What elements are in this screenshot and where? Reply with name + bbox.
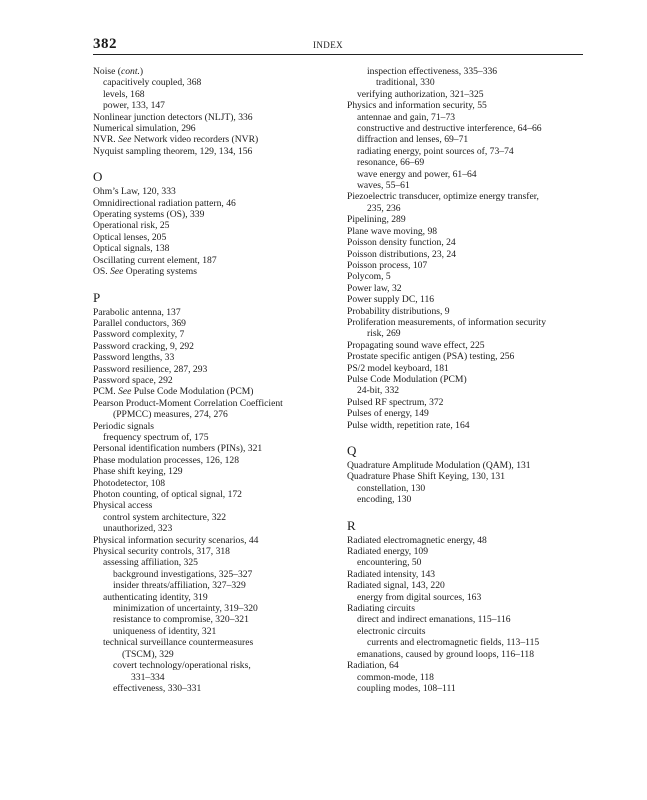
index-subentry: (TSCM), 329	[122, 648, 174, 660]
index-subentry: energy from digital sources, 163	[357, 591, 482, 603]
index-entry: Optical signals, 138	[93, 243, 170, 255]
index-entry: Optical lenses, 205	[93, 231, 167, 243]
index-subentry: insider threats/affiliation, 327–329	[113, 580, 246, 592]
index-entry: Pulses of energy, 149	[347, 408, 429, 420]
entry-text: PCM.	[93, 386, 119, 398]
index-entry: Radiating circuits	[347, 603, 415, 615]
index-subentry: covert technology/operational risks,	[113, 660, 251, 672]
index-entry: Pulse width, repetition rate, 164	[347, 419, 470, 431]
running-head: INDEX	[313, 40, 343, 50]
index-entry: Physics and information security, 55	[347, 100, 487, 112]
index-subentry: minimization of uncertainty, 319–320	[113, 603, 258, 615]
index-subentry: technical surveillance countermeasures	[103, 637, 254, 649]
index-entry: Phase shift keying, 129	[93, 466, 183, 478]
index-subentry: constructive and destructive interference, 64–66	[357, 123, 542, 135]
page-number: 382	[93, 36, 117, 52]
index-subentry: (PPMCC) measures, 274, 276	[113, 409, 228, 421]
index-entry: Personal identification numbers (PINs), 321	[93, 443, 263, 455]
index-entry: Plane wave moving, 98	[347, 225, 438, 237]
index-subentry: encountering, 50	[357, 557, 422, 569]
section-letter: R	[347, 517, 356, 533]
index-entry: Photon counting, of optical signal, 172	[93, 489, 242, 500]
index-entry: Proliferation measurements, of information security	[347, 316, 547, 328]
index-subentry: direct and indirect emanations, 115–116	[357, 614, 511, 626]
index-entry: Pipelining, 289	[347, 214, 406, 226]
index-subentry: radiating energy, point sources of, 73–74	[357, 145, 514, 157]
index-subentry: emanations, caused by ground loops, 116–118	[357, 648, 535, 660]
index-subentry: waves, 55–61	[357, 180, 410, 192]
index-subentry: levels, 168	[103, 88, 145, 100]
index-subentry: diffraction and lenses, 69–71	[357, 134, 469, 146]
index-entry: Operational risk, 25	[93, 220, 170, 232]
index-entry: Phase modulation processes, 126, 128	[93, 454, 240, 466]
index-entry: Nyquist sampling theorem, 129, 134, 156	[93, 145, 253, 157]
index-column-left	[93, 66, 333, 694]
index-subentry: wave energy and power, 61–64	[357, 168, 477, 180]
index-entry: Password resilience, 287, 293	[93, 363, 208, 375]
index-subentry: capacitively coupled, 368	[103, 77, 202, 89]
index-column-right	[347, 66, 592, 694]
index-entry: Password lengths, 33	[93, 352, 175, 364]
entry-italic: See	[118, 134, 132, 146]
index-entry: Radiated electromagnetic energy, 48	[347, 534, 487, 546]
index-subentry: background investigations, 325–327	[113, 568, 253, 580]
index-entry: Quadrature Phase Shift Keying, 130, 131	[347, 471, 506, 483]
entry-text: Noise (	[93, 66, 121, 77]
index-entry: Quadrature Amplitude Modulation (QAM), 131	[347, 460, 531, 471]
index-entry: Password complexity, 7	[93, 329, 185, 341]
entry-text: NVR.	[93, 134, 119, 146]
index-subentry: constellation, 130	[357, 482, 426, 494]
index-entry: Radiation, 64	[347, 660, 399, 672]
index-entry	[93, 266, 333, 277]
index-subentry: electronic circuits	[357, 625, 426, 637]
entry-italic: See	[110, 266, 124, 278]
index-entry: Physical access	[93, 500, 153, 512]
entry-text-after: Pulse Code Modulation (PCM)	[131, 386, 254, 398]
entry-italic: cont.	[120, 66, 140, 77]
index-subentry: encoding, 130	[357, 494, 412, 506]
index-entry: Photodetector, 108	[93, 477, 166, 489]
index-entry: Password cracking, 9, 292	[93, 340, 194, 352]
index-entry: Operating systems (OS), 339	[93, 209, 205, 221]
index-entry: Oscillating current element, 187	[93, 254, 217, 266]
index-subentry: 331–334	[131, 671, 165, 683]
index-entry: Nonlinear junction detectors (NLJT), 336	[93, 111, 253, 123]
index-entry: Parabolic antenna, 137	[93, 306, 181, 318]
entry-text-after: Network video recorders (NVR)	[131, 134, 259, 146]
index-entry: PS/2 model keyboard, 181	[347, 362, 449, 374]
index-subentry: currents and electromagnetic fields, 113–115	[367, 637, 540, 649]
index-entry: Ohm’s Law, 120, 333	[93, 186, 176, 198]
index-entry: Physical security controls, 317, 318	[93, 546, 230, 558]
index-subentry: control system architecture, 322	[103, 511, 227, 523]
index-subentry: resistance to compromise, 320–321	[113, 614, 249, 626]
index-subentry: inspection effectiveness, 335–336	[367, 66, 498, 77]
index-entry: Poisson process, 107	[347, 259, 428, 271]
index-entry: Polycom, 5	[347, 271, 391, 283]
index-subentry: uniqueness of identity, 321	[113, 625, 217, 637]
index-subentry: verifying authorization, 321–325	[357, 88, 484, 100]
index-subentry: resonance, 66–69	[357, 157, 425, 169]
index-entry: Propagating sound wave effect, 225	[347, 339, 485, 351]
index-entry: Omnidirectional radiation pattern, 46	[93, 197, 236, 209]
index-subentry: authenticating identity, 319	[103, 591, 208, 603]
index-entry: Pulsed RF spectrum, 372	[347, 396, 444, 408]
index-entry: Prostate specific antigen (PSA) testing, 256	[347, 351, 515, 363]
index-entry: Probability distributions, 9	[347, 305, 450, 317]
entry-text-after: Operating systems	[123, 266, 197, 278]
index-subentry: unauthorized, 323	[103, 523, 173, 535]
index-subentry: 235, 236	[367, 202, 401, 214]
index-entry: Radiated intensity, 143	[347, 568, 436, 580]
index-entry: Power supply DC, 116	[347, 294, 435, 306]
index-subentry: common-mode, 118	[357, 671, 434, 683]
index-entry: Pulse Code Modulation (PCM)	[347, 373, 467, 385]
index-entry	[93, 66, 333, 77]
index-entry: Physical information security scenarios, 44	[93, 534, 259, 546]
index-subentry: risk, 269	[367, 328, 401, 340]
index-entry: Poisson density function, 24	[347, 237, 456, 249]
index-entry	[93, 134, 333, 145]
index-subentry: effectiveness, 330–331	[113, 682, 202, 694]
index-subentry: traditional, 330	[376, 77, 435, 89]
entry-italic: See	[118, 386, 132, 398]
section-letter: Q	[347, 443, 357, 458]
index-entry: Numerical simulation, 296	[93, 123, 196, 135]
page-header	[93, 36, 583, 60]
index-entry: Poisson distributions, 23, 24	[347, 248, 457, 260]
index-entry: Power law, 32	[347, 282, 402, 294]
index-entry: Parallel conductors, 369	[93, 317, 186, 329]
header-rule	[93, 54, 583, 55]
index-entry: Periodic signals	[93, 420, 155, 432]
index-entry	[93, 386, 333, 397]
index-subentry: antennae and gain, 71–73	[357, 111, 456, 123]
index-entry: Pearson Product-Moment Correlation Coefficient	[93, 397, 283, 409]
index-subentry: frequency spectrum of, 175	[103, 431, 209, 443]
index-entry: Piezoelectric transducer, optimize energy transfer,	[347, 191, 539, 203]
index-entry: Radiated signal, 143, 220	[347, 580, 445, 592]
section-letter: O	[93, 169, 103, 185]
index-subentry: coupling modes, 108–111	[357, 682, 456, 694]
entry-text: OS.	[93, 266, 111, 278]
index-subentry: assessing affiliation, 325	[103, 557, 198, 569]
section-letter: P	[93, 289, 101, 305]
entry-text-after: )	[139, 66, 144, 77]
index-entry: Password space, 292	[93, 374, 173, 386]
index-subentry: 24-bit, 332	[357, 385, 400, 397]
index-entry: Radiated energy, 109	[347, 546, 428, 558]
index-subentry: power, 133, 147	[103, 100, 165, 112]
